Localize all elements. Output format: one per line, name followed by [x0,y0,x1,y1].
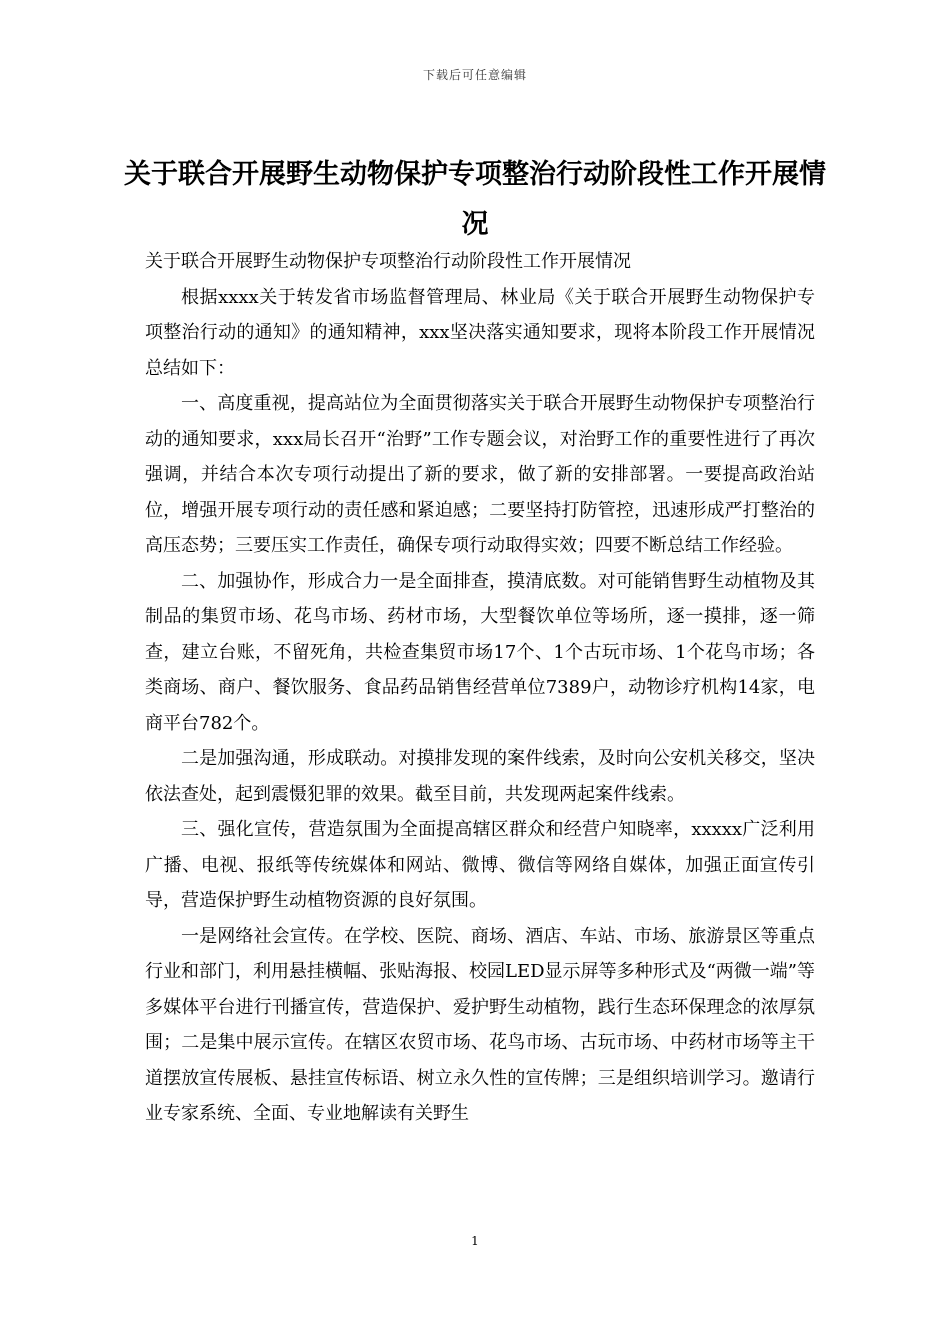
paragraph-section-3-items: 一是网络社会宣传。在学校、医院、商场、酒店、车站、市场、旅游景区等重点行业和部门，利用悬挂横幅、张贴海报、校园LED显示屏等多种形式及“两微一端”等多媒体平台进行刊播宣传，营造保护、爱护野生动植物，践行生态环保理念的浓厚氛围；二是集中展示宣传。在辖区农贸市场、花鸟市场、古玩市场、中药材市场等主干道摆放宣传展板、悬挂宣传标语、树立永久性的宣传牌；三是组织培训学习。邀请行业专家系统、全面、专业地解读有关野生 [145,925,815,1124]
paragraph-section-3: 三、强化宣传，营造氛围为全面提高辖区群众和经营户知晓率，xxxxx广泛利用广播、电视、报纸等传统媒体和网站、微博、微信等网络自媒体，加强正面宣传引导，营造保护野生动植物资源的良好氛围。 [145,819,815,911]
paragraph-section-2-item-2: 二是加强沟通，形成联动。对摸排发现的案件线索，及时向公安机关移交，坚决依法查处，起到震慑犯罪的效果。截至目前，共发现两起案件线索。 [145,748,815,805]
subtitle-line: 关于联合开展野生动物保护专项整治行动阶段性工作开展情况 [145,251,631,272]
paragraph-section-1: 一、高度重视，提高站位为全面贯彻落实关于联合开展野生动物保护专项整治行动的通知要求，xxx局长召开“治野”工作专题会议，对治野工作的重要性进行了再次强调，并结合本次专项行动提出了新的要求，做了新的安排部署。一要提高政治站位，增强开展专项行动的责任感和紧迫感；二要坚持打防管控，迅速形成严打整治的高压态势；三要压实工作责任，确保专项行动取得实效；四要不断总结工作经验。 [145,393,815,556]
paragraph-intro: 根据xxxx关于转发省市场监督管理局、林业局《关于联合开展野生动物保护专项整治行动的通知》的通知精神，xxx坚决落实通知要求，现将本阶段工作开展情况总结如下： [145,286,815,379]
document-body [145,244,815,1132]
paragraph-section-2: 二、加强协作，形成合力一是全面排查，摸清底数。对可能销售野生动植物及其制品的集贸市场、花鸟市场、药材市场，大型餐饮单位等场所，逐一摸排，逐一筛查，建立台账，不留死角，共检查集贸市场17个、1个古玩市场、1个花鸟市场；各类商场、商户、餐饮服务、食品药品销售经营单位7389户，动物诊疗机构14家，电商平台782个。 [145,570,815,734]
page-number: 1 [471,1234,479,1248]
document-title: 关于联合开展野生动物保护专项整治行动阶段性工作开展情况 [124,159,826,240]
header-note: 下载后可任意编辑 [422,68,527,82]
